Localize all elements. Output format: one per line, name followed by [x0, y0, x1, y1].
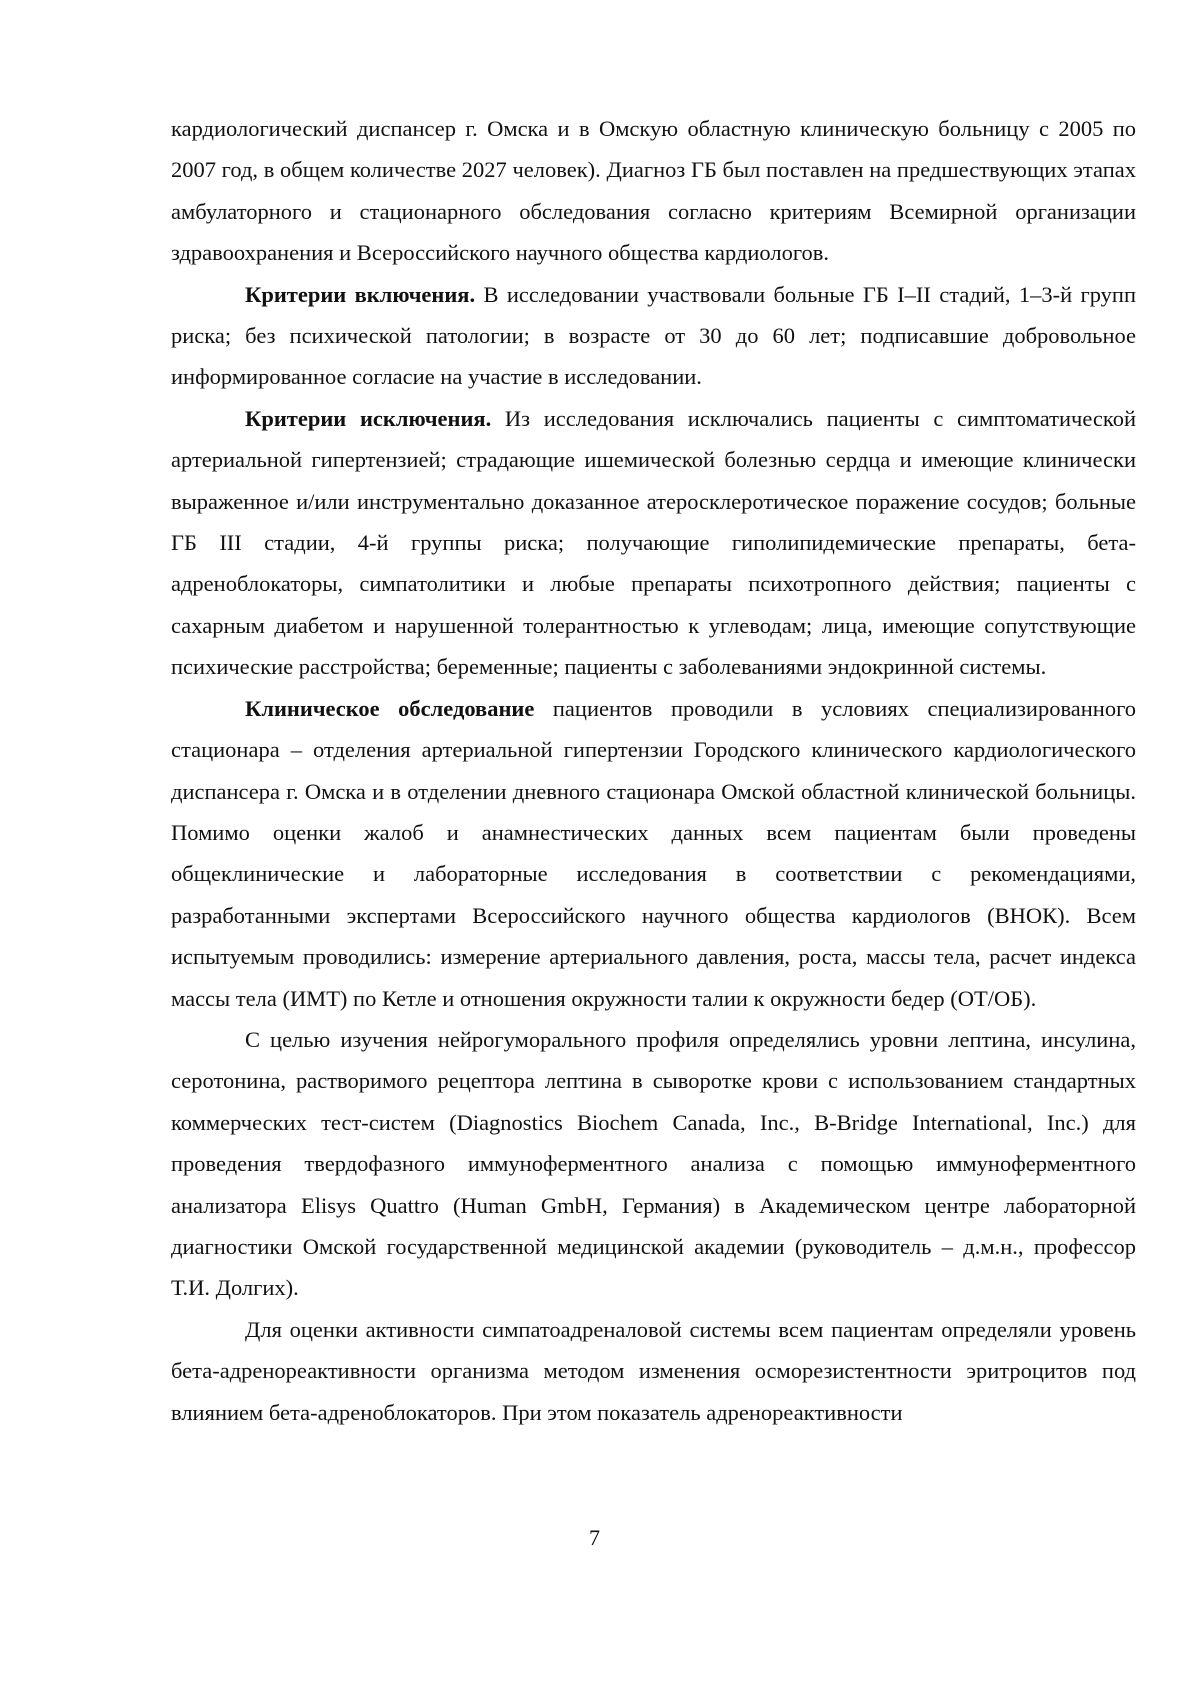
paragraph-inclusion-criteria — [171, 274, 1136, 398]
exclusion-criteria-heading: Критерии исключения. — [245, 405, 492, 431]
paragraph-exclusion-criteria — [171, 398, 1136, 688]
body-text — [171, 108, 1136, 1433]
exclusion-criteria-text: Из исследования исключались пациенты с симптоматической артериальной гипертензией; страдающие ишемической болезнью сердца и имеющие клинически выраженное и/или инструментально доказанное атеросклеротическое поражение сосудов; больные ГБ III стадии, 4-й группы риска; получающие гиполипидемические препараты, бета-адреноблокаторы, симпатолитики и любые препараты психотропного действия; пациенты с сахарным диабетом и нарушенной толерантностью к углеводам; лица, имеющие сопутствующие психические расстройства; беременные; пациенты с заболеваниями эндокринной системы. — [171, 405, 1136, 680]
neurohumoral-profile-text: С целью изучения нейрогуморального профиля определялись уровни лептина, инсулина, серотонина, растворимого рецептора лептина в сыворотке крови с использованием стандартных коммерческих тест-систем (Diagnostics Biochem Canada, Inc., B-Bridge International, Inc.) для проведения твердофазного иммуноферментного анализа с помощью иммуноферментного анализатора Elisys Quattro (Human GmbH, Германия) в Академическом центре лабораторной диагностики Омской государственной медицинской академии (руководитель – д.м.н., профессор Т.И. Долгих). — [171, 1026, 1136, 1301]
paragraph-sympathoadrenal-activity — [171, 1309, 1136, 1433]
sympathoadrenal-activity-text: Для оценки активности симпатоадреналовой системы всем пациентам определяли уровень бета-адренореактивности организма методом изменения осморезистентности эритроцитов под влиянием бета-адреноблокаторов. При этом показатель адренореактивности — [171, 1316, 1136, 1425]
inclusion-criteria-heading: Критерии включения. — [245, 281, 476, 307]
paragraph-clinical-examination — [171, 688, 1136, 1019]
page-number: 7 — [589, 1525, 600, 1550]
clinical-examination-heading: Клиническое обследование — [245, 695, 535, 721]
clinical-examination-text: пациентов проводили в условиях специализированного стационара – отделения артериальной гипертензии Городского клинического кардиологического диспансера г. Омска и в отделении дневного стационара Омской областной клинической больницы. Помимо оценки жалоб и анамнестических данных всем пациентам были проведены общеклинические и лабораторные исследования в соответствии с рекомендациями, разработанными экспертами Всероссийского научного общества кардиологов (ВНОК). Всем испытуемым проводились: измерение артериального давления, роста, массы тела, расчет индекса массы тела (ИМТ) по Кетле и отношения окружности талии к окружности бедер (ОТ/ОБ). — [171, 695, 1137, 1011]
inclusion-criteria-text: В исследовании участвовали больные ГБ I–II стадий, 1–3-й групп риска; без психической патологии; в возрасте от 30 до 60 лет; подписавшие добровольное информированное согласие на участие в исследовании. — [171, 281, 1136, 390]
paragraph-1 — [171, 108, 1136, 274]
paragraph-neurohumoral-profile — [171, 1019, 1136, 1309]
paragraph-1-text: кардиологический диспансер г. Омска и в Омскую областную клиническую больницу с 2005 по 2007 год, в общем количестве 2027 человек). Диагноз ГБ был поставлен на предшествующих этапах амбулаторного и стационарного обследования согласно критериям Всемирной организации здравоохранения и Всероссийского научного общества кардиологов. — [171, 116, 1136, 266]
